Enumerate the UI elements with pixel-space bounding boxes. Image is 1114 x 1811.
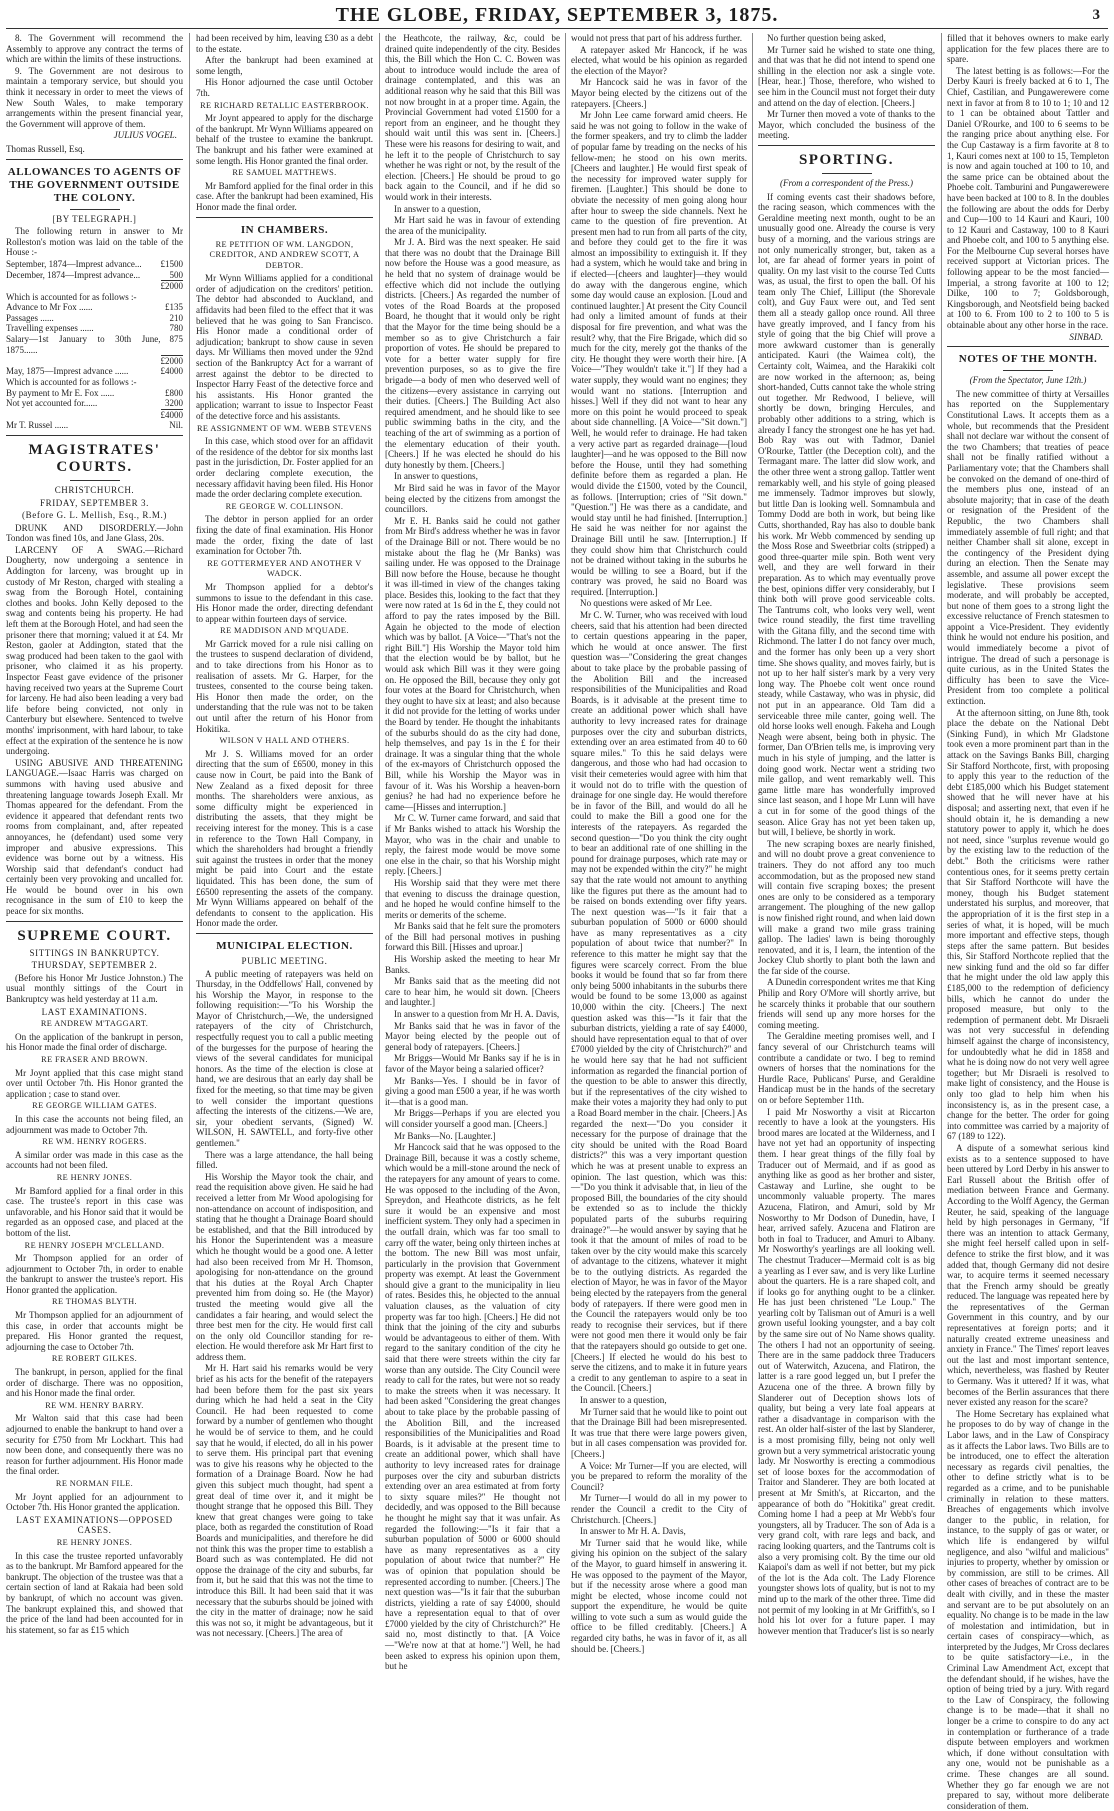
case-title: RE HENRY JONES. (56, 1172, 133, 1182)
table-cell: Travelling expenses ...... (6, 323, 94, 334)
table-cell: £135 (165, 302, 183, 313)
table-cell: Not yet accounted for...... (6, 398, 98, 409)
table-cell: £1500 (160, 258, 183, 269)
table-row (6, 409, 183, 420)
article-paragraph: Mr J. A. Bird was the next speaker. He said that there was no doubt that the Drainage Bill now before the House was a good measure, as he held that no system of drainage would be effective which did not include the outlying districts. [Cheers.] As regarded the number of votes of the Road Boards at the proposed Board, he thought that it would only be right that the Mayor for the time being should be a member so as to give Christchurch a fair proportion of votes. He should be prepared to vote for a better water supply for fire prevention purposes, so as to give the fire brigade—a body of men who deserved well of the citizens—every assistance in carrying out their duties. [Cheers.] The Building Act also required amendment, and he should like to see public swimming baths in the city, and the teaching of the art of swimming as a portion of the elementary education of their youth. [Cheers.] If he was elected he should do his duty honestly by them. [Cheers.] (385, 237, 560, 470)
table-cell: 3200 (165, 398, 183, 409)
case-title: RE ASSIGNMENT OF WM. WEBB STEVENS (196, 423, 372, 433)
section-rule (196, 933, 373, 934)
place-heading: CHRISTCHURCH. (54, 484, 135, 495)
table-cell: By payment to Mr E. Fox ...... (6, 387, 115, 398)
article-paragraph: Mr Joynt applied for an adjournment to October 7th. His Honor granted the application. (6, 1491, 183, 1513)
subheading: LAST EXAMINATIONS—OPPOSED CASES. (16, 1514, 173, 1536)
magistrates-headline: MAGISTRATES' COURTS. (28, 441, 161, 475)
article-paragraph: At the afternoon sitting, on June 8th, took place the debate on the National Debt (Sinking Fund), in which Mr Gladstone took even a more prominent part than in the attack on the Savings Banks Bill, charging Sir Stafford Northcote, first, with proposing to apply this year to the reduction of the debt £185,000 which his Budget statement showed that he will never have at his disposal; and asserting next, that even if he should obtain it, he is demanding a new statutory power to apply it, which he does not need, since "surplus revenue would go by the existing law to the reduction of the debt." Both the criticisms were rather contentious ones, for it seems pretty certain that Sir Stafford Northcote will have the money, though his Budget statement understated his surplus, and moreover, that the appropriation of it is the first step in a series of what, it is hoped, will be much more important and effective steps, though steps after the same pattern. But besides this, Sir Stafford Northcote replied that the new sinking fund and the old so far differ that he might under the old law apply this £185,000 to the redemption of deficiency bills, which he cannot do under the proposed measure, but only to the redemption of permanent debt. Mr Disraeli was not very successful in defending himself against the charge of inconsistency, for undoubtedly what he did in 1858 and what he is doing now do not very well agree together; but Mr Disraeli is resolved to make light of consistency, and the House is only too glad to help him when his inconsistency is, as in the present case, a change for the better. The order for going into committee was carried by a majority of 67 (189 to 122). (947, 707, 1109, 1142)
table-row (6, 270, 183, 281)
article-paragraph: There was a large attendance, the hall being filled. (196, 1149, 373, 1171)
short-rule (822, 173, 872, 174)
sporting-headline: SPORTING. (798, 151, 895, 168)
short-rule (1003, 370, 1053, 371)
article-paragraph: Mr Briggs—Perhaps if you are elected you will consider yourself a good man. [Cheers.] (385, 1108, 560, 1129)
case-title: RE ROBERT GILKES. (51, 1354, 138, 1364)
section-rule (6, 159, 183, 160)
article-paragraph: Mr Banks said that he was in favor of the Mayor being elected by the people out of general body of ratepayers. [Cheers.] (385, 1020, 560, 1052)
case-title: RE RICHARD RETALLIC EASTERBROOK. (200, 100, 369, 110)
article-paragraph: Mr Turner—I would do all in my power to render the Council a credit to the City of Christchurch. [Cheers.] (571, 1493, 747, 1525)
notes-of-month-headline: NOTES OF THE MONTH. (958, 353, 1098, 366)
article-paragraph: A dispute of a somewhat serious kind exists as to a sentence supposed to have been uttered by Lord Derby in his answer to Earl Russell about the British offer of mediation between France and Germany. According to the Wolff Agency, the German Reuter, he said, speaking of the language held by high personages in Germany, "If there was an intention to attack Germany, she might feel herself called upon in self-defence to strike the first blow, and it was added that, though Germany did not desire war, to acquire terms it seemed necessary that the French army should be greatly reduced. The language was repeated here by the representatives of the German Government in this country, and by our representatives at foreign ports; and it naturally created extreme uneasiness and anxiety in France." The Times' report leaves out the last and most important sentence, which, nevertheless, was flashed by Reuter to Germany. Was it uttered? If it was, what becomes of the Berlin assurances that there never existed any reason for the scare? (947, 1142, 1109, 1408)
masthead-rule (6, 28, 1108, 29)
table-row (6, 334, 183, 355)
article-paragraph: In answer to a question, (394, 203, 481, 214)
article-paragraph: USING ABUSIVE AND THREATENING LANGUAGE.—Isaac Harris was charged on summons with having used abusive and threatening language towards Joseph Exall. Mr Thomas appeared for the defendant. From the evidence it appeared that defendant rents two rooms from complainant, and, after repeated annoyances, he (defendant) used some very improper and abusive expressions. This evidence was borne out by a witness. His Worship said that defendant's conduct had certainly been very provoking and uncalled for. He would be bound over in his own recognisance in the sum of £10 to keep the peace for six months. (6, 757, 183, 917)
article-paragraph: DRUNK AND DISORDERLY.—John Tondon was fined 10s, and Jane Glass, 20s. (6, 522, 183, 544)
article-paragraph: Mr John Lee came forward amid cheers. He said he was not going to follow in the wake of the former speakers, and try to climb the ladder of popular fame by treading on the necks of his fellow-men; he stood on his own merits. [Cheers and laughter.] He would first speak of the necessity for improved water supply for firemen. [Laughter.] This should be done to obviate the necessity of men going along hour after hour to sweep the side channels. Next he came to the question of fire prevention. At present men had to run from all parts of the city, and before they could get to the fire it was almost an impossibility to extinguish it. If they had a system, which he would take and bring in if elected—[cheers and laughter]—they would do away with the dangerous engine, which some day would cause an explosion. [Loud and continued laughter.] At present the City Council had only a limited amount of funds at their disposal for fire prevention, and what was the result? why, that the Fire Brigade, which did so much for the city, merely got the thanks of the city. He thought they were worth their hire. [A Voice—"They wouldn't take it."] If they had a water supply, they would want no engines; they would want no stations. [Interruption and hisses.] Well if they did not want to hear any more on this point he would proceed to speak about side channelling. [A Voice—"Sit down."] Well, he would refer to drainage. He had taken a very active part as regarded drainage—[loud laughter]—and he was opposed to the Bill now before the House, until they had something definite before them as regarded a plan. He would divide the £1500, voted by the Council, as follows. [Interruption; cries of "Sit down." "Question."] He was there as a candidate, and would stay until he had finished. [Interruption.] He said he was neither for nor against the Drainage Bill until he saw. [Interruption.] If they could show him that Christchurch could not be drained without taking in the suburbs he would be willing to see a Board, but if the contrary was proved, he said no Board was required. [Interruption.] (571, 110, 747, 597)
article-paragraph: In this case, which stood over for an affidavit of the residence of the debtor for six months last past in the jurisdiction, Dr. Foster applied for an order declaring complete execution, the necessary affidavit having been filed. His Honor made the order declaring complete execution. (196, 436, 373, 500)
article-paragraph: His Worship the Mayor took the chair, and read the requisition above given. He said he had received a letter from Mr Wood apologising for non-attendance on account of indisposition, and stating that he thought a Drainage Board should be established, and that the Bill introduced by his Honor the Superintendent was a measure which he thought would be a good one. A letter had also been received from Mr H. Thomson, apologising for non-attendance on the ground that his duties at the Royal Arch Chapter prevented him from doing so. He (the Mayor) trusted the meeting would give all the candidates a fair hearing, and would select the three best men for the city. He would first call on the only old Councillor standing for re-election. He would therefore ask Mr Hart first to address them. (196, 1171, 373, 1362)
article-paragraph: (Before his Honor Mr Justice Johnston.) The usual monthly sittings of the Court in Bankruptcy was held yesterday at 11 a.m. (6, 972, 183, 1005)
source-note: (From a correspondent of the Press.) (780, 177, 913, 188)
article-paragraph: The bankrupt, in person, applied for the final order of discharge. There was no opposition, and his Honor made the final order. (6, 1367, 183, 1399)
article-paragraph: The following return in answer to Mr Rolleston's motion was laid on the table of the House :- (6, 226, 183, 258)
article-paragraph: No questions were asked of Mr Lee. (580, 598, 713, 609)
article-paragraph: His Worship asked the meeting to hear Mr Banks. (385, 954, 560, 975)
page-number: 3 (1092, 7, 1100, 23)
allowances-headline: ALLOWANCES TO AGENTS OF THE GOVERNMENT OUTSIDE THE COLONY. (7, 165, 182, 204)
column-2 (196, 33, 373, 1639)
section-rule (6, 921, 183, 922)
article-paragraph: Mr Wynn Williams applied for a conditional order of adjudication on the creditors' petition. The debtor had absconded to Auckland, and affidavits had been filed to the effect that it was believed that he was going to San Francisco. His Honor made a conditional order of adjudication; bankrupt to show cause in seven days. Mr Williams then moved under the 92nd section of the Bankruptcy Act for a warrant of arrest against the debtor to be directed to Inspector Harry Feast of the detective force and his assistants. His Honor granted the application; warrant to issue to Inspector Feast of the detective force and his assistants. (196, 273, 373, 421)
article-paragraph: Mr Banks—No. [Laughter.] (394, 1130, 496, 1141)
article-paragraph: Mr Hancock said he was in favor of the Mayor being elected by the citizens out of the ratepayers. [Cheers.] (571, 77, 747, 109)
subheading: PUBLIC MEETING. (241, 955, 328, 966)
imprest-table (6, 259, 183, 431)
table-row (6, 313, 183, 324)
table-total: £4000 (160, 409, 183, 420)
article-paragraph: Mr Bamford applied for a final order in this case. The trustee's report in this case was unfavorable, and his Honor said that it would be regarded as an opposed case, and placed at the bottom of the list. (6, 1185, 183, 1238)
article-paragraph: Mr Thompson applied for an order of adjournment to October 7th, in order to enable the bankrupt to answer the trustee's report. His Honor granted the application. (6, 1253, 183, 1295)
case-title: RE MADDISON AND M'QUADE. (220, 626, 349, 636)
article-paragraph: Mr Thompson applied for an adjournment of this case, in order that accounts might be prepared. His Honor granted the request, adjourning the case to October 7th. (6, 1310, 183, 1352)
table-row (6, 259, 183, 270)
table-cell: 875 (169, 334, 183, 345)
supreme-court-headline: SUPREME COURT. (17, 927, 172, 944)
table-row (6, 366, 183, 377)
article-paragraph: In this case the accounts not being filed, an adjournment was made to October 7th. (6, 1113, 183, 1135)
table-cell: Which is accounted for as follows :- (6, 291, 137, 302)
case-title: RE NORMAN FILE. (55, 1478, 134, 1488)
column-divider (941, 33, 942, 1501)
section-rule (196, 217, 373, 218)
article-paragraph: A Voice: Mr Turner—If you are elected, will you be prepared to reform the morality of the Council? (571, 1460, 747, 1492)
article-paragraph: Mr Hart said he was in favour of extending the area of the municipality. (385, 215, 560, 236)
column-divider (379, 33, 380, 1501)
case-title: RE FRASER AND BROWN. (41, 1055, 148, 1064)
article-paragraph: A public meeting of ratepayers was held on Thursday, in the Oddfellows' Hall, convened by his Worship the Mayor, in response to the following requisition:—"To his Worship the Mayor of Christchurch,—We, the undersigned ratepayers of the city of Christchurch, respectfully request you to call a public meeting of the burgesses for the purpose of hearing the views of the several candidates for municipal honors. As the time of the election is close at hand, we are desirous that an early day shall be fixed for the meeting, so that time may be given to well consider the important questions affecting the interests of the citizens.—We are, sir, your obedient servants, (Signed) W. WILSON, H. SAWTELL, and forty-five other gentlemen." (196, 968, 373, 1148)
table-row (6, 355, 183, 366)
table-cell: December, 1874—Imprest advance... (6, 269, 141, 280)
case-title: RE PETITION OF WM. LANGDON, CREDITOR, AND ANDREW SCOTT, A DEBTOR. (209, 239, 360, 270)
column-1 (6, 33, 183, 1635)
case-title: RE WM. HENRY BARRY. (45, 1400, 144, 1410)
table-cell: Salary—1st January to 30th June, 1875...... (6, 334, 161, 355)
table-total: £2000 (160, 355, 183, 366)
column-4 (571, 33, 747, 1654)
article-paragraph: The Home Secretary has explained what he proposes to do by way of change in the Labor laws, and in the Law of Conspiracy as it affects the Labor laws. Two Bills are to be introduced, one to effect the alteration necessary as regards civil penalties, the other to define strictly what is to be regarded as a crime, and to be punishable criminally in relation to these matters. Breaches of engagements which involve danger to the public, in relation, for instance, to the supply of gas or water, or which life is endangered by wilful negligence, and also "wilful and malicious" injuries to property, whether by omission or by commission, are still to be crimes. All other cases of breaches of contract are to be dealt with civilly, and in these the master and servant are to be put absolutely on an equality. No change is to be made in the law of molestation and intimidation, but in certain cases of conspiracy—which, as interpreted by the Judges, Mr Cross declares to be quite satisfactory—i.e., in the Criminal Law Amendment Act, except that the defendant should, if he wishes, have the option of being tried by a jury. With regard to the Law of Conspiracy, the following change is to be made—that it shall no longer be a crime to conspire to do any act in contemplation or furtherance of a trade dispute between employers and workmen which, if done without consultation with any one, would not be punishable as a crime. These changes are all sound. Whether they go far enough we are not prepared to say, without more deliberate consideration of them. (947, 1408, 1109, 1811)
article-paragraph: Mr Garrick moved for a rule nisi calling on the trustees to suspend declaration of dividend, and to take directions from his Honor as to realisation of assets. Mr G. Harper, for the trustees, consented to the course being taken. His Honor then made the order, on the understanding that the rule was not to be taken out until after the return of his Honor from Hokitika. (196, 638, 373, 734)
table-cell: Mr T. Russel ...... (6, 420, 69, 431)
case-title: RE GOTTERMEYER AND ANOTHER V WADCK. (207, 558, 362, 579)
table-cell: Passages ...... (6, 312, 54, 323)
article-paragraph: In answer to a question from Mr H. A. Davis, (394, 1009, 560, 1020)
case-title: RE GEORGE WILLIAM GATES. (32, 1101, 157, 1111)
article-paragraph: Mr H. Hart said his remarks would be very brief as his acts for the benefit of the ratepayers had been before them for the past six years during which he had held a seat in the City Council. He had been requested to come forward by a number of gentlemen who thought he would be of service to them, and he could say that he would, if elected, do all in his power to serve them. His principal part that evening was to give his reasons why he objected to the formation of a Drainage Board. Now he had given this subject much thought, had spent a great deal of time over it, and it might be thought strange that he opposed this Bill. They knew that great changes were going to take place, both as regarded the constitution of Road Boards and municipalities, and therefore he did not think this was the proper time to establish a Board such as was contemplated. He did not oppose the drainage of the city and suburbs, far from it, but he said that this was not the time to introduce this Bill. It had been said that it was necessary that the suburbs should be joined with the city in the matter of drainage; now he said this was not so, it might be advantageous, but it was not necessary. [Cheers.] The area of (196, 1363, 373, 1639)
article-paragraph: Mr Banks said that as the meeting did not care to hear him, he would sit down. [Cheers and laughter.] (385, 976, 560, 1008)
column-divider (565, 33, 566, 1501)
short-rule (70, 480, 120, 481)
section-rule (6, 435, 183, 436)
table-cell: Nil. (169, 420, 183, 431)
column-divider (189, 33, 190, 1501)
table-cell: 210 (169, 312, 183, 323)
article-paragraph: Mr Thompson applied for a debtor's summons to issue to the defendant in this case. His Honor made the order, directing defendant to appear within fourteen days of service. (196, 581, 373, 624)
article-paragraph: If coming events cast their shadows before, the racing season, which commences with the Geraldine meeting next month, ought to be an unusually good one. Already the course is very busy of a morning, and the various strings are not only numerically stronger, but, taken as a lot, are far ahead of former years in point of quality. On my last visit to the course Ted Cutts was, as usual, the first to open the ball. Of his team only The Chief, Lilliput (the Shorevale colt), and Guy Faux were out, and Ted sent them all a steady gallop once round. All three have greatly improved, and I fancy from his style of going that the big Chief will prove a more awkward customer than is generally anticipated. Kauri (the Waimea colt), the Certainty colt, Waimea, and the Harakiki colt are now worked in the afternoon; as, being short-handed, Cutts cannot take the whole string out together. Mr Redwood, I believe, will shortly be down, bringing Hercules, and probably other additions to a string, which is already I fancy the strongest one he has yet had. Bob Ray was out with Tadmor, Daniel O'Rourke, Tattler (the Deception colt), and the Termagant mare. The latter did slow work, and the other three went a strong gallop. Tattler went remarkably well, and his style of going pleased me immensely. Tadmor improves but slowly, but little Dan is looking well. Somnambula and Tommy Dodd are both in work, but being like Cutts, shorthanded, Ray has also to double bank his work. Mr Webb commenced by sending up the Moss Rose and Sweetbriar colts (stripped) a good three-quarter mile spin. Both went very well, and they are well forward in their preparation. As to which may eventually prove the best, opinions differ very considerably, but I think both will prove good serviceable colts. The Tantrums colt, who looks very well, went twice round steadily, the first time travelling with the Gitana filly, and the second time with Richmond. The latter I do not fancy over much, and the former has only been up a very short time. She shows quality, and moves fairly, but is not up to her half sister's mark by a very very long way. The Phoebe colt went once round steady, while Castaway, who was in physic, did not put in an appearance. Old Tam did a serviceable three mile canter, going well. The old horse looks well enough. Fakeha and Lough Neagh were absent, being both in physic. The former, Dan O'Brien tells me, is improving very much in his style of jumping, and the latter is doing good work. Nectar went a striding two mile gallop, and went remarkably well. This game little mare has wonderfully improved since last season, and I hope Mr Lunn will have a cut in for some of the good things of the season. Alice Gray has not yet been taken up, but will, I believe, be shortly in work. (758, 191, 935, 838)
column-5 (758, 33, 935, 1636)
article-paragraph: Mr Banks said that he felt sure the promoters of the Bill had personal motives in pushing forward this Bill. [Hisses and uproar.] (385, 921, 560, 953)
article-paragraph: In answer to questions, (394, 471, 478, 482)
article-paragraph: Mr Banks—Yes. I should be in favor of giving a good man £500 a year, if he was worth it—that is a good man. (385, 1075, 560, 1107)
article-paragraph: Mr Turner said that he would like, while giving his opinion on the subject of the salary of the Mayor, to guard himself in answering it. He was opposed to the payment of the Mayor, but if the necessity arose where a good man might be elected, whose income could not support the expenditure, he would be quite willing to vote such a sum as would guide the office to be filled creditably. [Cheers.] A regarded city baths, he was in favor of it, as all should be. [Cheers.] (571, 1537, 747, 1654)
table-row (6, 388, 183, 399)
table-cell: May, 1875—Imprest advance ...... (6, 366, 129, 377)
signature: SINBAD. (1069, 331, 1103, 342)
article-paragraph: Mr Walton said that this case had been adjourned to enable the bankrupt to hand over a security for £750 from Mr Lockhart. This had now been done, and consequently there was no reason for further adjournment. His Honor made the final order. (6, 1413, 183, 1477)
article-paragraph: Mr Turner said he wished to state one thing, and that was that he did not intend to spend one shilling in the election nor ask a single vote. [Hear, hear.] Those, therefore, who wished to see him in the Council must not forget their duty and attend on the day of election. [Cheers.] (758, 44, 935, 108)
table-row (6, 398, 183, 409)
article-paragraph: The new scraping boxes are nearly finished, and will no doubt prove a great convenience to trainers. They do not afford any too much accommodation, but as the proposed new stand will contain five scraping boxes; the present ones are only to be considered as a temporary arrangement. The ploughing of the new gallop is now finished right round, and when laid down will make a grand two mile grass training gallop. The ladies' lawn is being thoroughly renovated, and it is, I learn, the intention of the Jockey Club shortly to plant both the lawn and the far side of the course. (758, 838, 935, 976)
case-title: RE WM. HENRY ROGERS. (42, 1137, 147, 1147)
article-paragraph: 8. The Government will recommend the Assembly to approve any contract the terms of which are within the limits of these instructions. (6, 33, 183, 65)
chambers-headline: IN CHAMBERS. (240, 223, 329, 236)
municipal-election-headline: MUNICIPAL ELECTION. (216, 939, 353, 952)
table-cell: 780 (169, 323, 183, 334)
article-paragraph: filled that it behoves owners to make early application for the few places there are to spare. (947, 33, 1109, 65)
article-paragraph: On the application of the bankrupt in person, his Honor made the final order of discharge. (6, 1031, 183, 1053)
table-cell: Advance to Mr Fox ...... (6, 302, 93, 313)
newspaper-title: THE GLOBE, FRIDAY, SEPTEMBER 3, 1875. (335, 4, 779, 26)
article-paragraph: 9. The Government are not desirous to maintain a temporary service, but should you think it necessary in order to meet the views of New South Wales, to make temporary arrangements within the present financial year, the Government will approve of them. (6, 65, 183, 129)
column-3 (385, 33, 560, 1672)
article-paragraph: I paid Mr Nosworthy a visit at Riccarton recently to have a look at the youngsters. His brood mares are located at the Wilderness, and I have not yet had an opportunity of inspecting them. I hear great things of the filly foal by Traducer out of Mermaid, and if as good as anything like as good as her brother and sister, Castaway and Lurline, she ought to be uncommonly valuable property. The mares Azucena, Flatiron, and Amuri, sold by Mr Nosworthy to Mr Dodson of Dunedin, have, I hear, arrived safely. Azucena and Flatiron are both in foal to Traducer, and Amuri to Albany. Mr Nosworthy's yearlings are all looking well. The chestnut Traducer—Mermaid colt is as big a yearling as I ever saw, and is very like Lurline about the quarters. He is a rare shaped colt, and if looks go for anything ought to be a clinker. He has just been christened "Le Loup." The yearling colt by Talisman out of Amuri is a well grown useful looking youngster, and a bay colt by the same sire out of No Name shows quality. The others I had not an opportunity of seeing. There are in the same paddock three Traducers out of Waterwitch, Azucena, and Flatiron, the latter is a rare good legged un, but I prefer the Azucena one of the three. A brown filly by Slanderer out of Deception shows lots of quality, but being a very late foal appears at rather a disadvantage in comparison with the rest. An older half-sister of the last by Slanderer, is a most promising filly, being not only well grown but a very symmetrical aristocratic young lady. Mr Nosworthy is erecting a commodious set of loose boxes for the accommodation of Traitor and Slanderer. They are both located at present at Mr Smith's, at Riccarton, and the appearance of both do "Hokitika" great credit. Coming home I had a peep at Mr Webb's four youngsters, all by Traducer. The son of Ada is a very grand colt, with rare legs and back, and racing looking quarters, and the Tantrums colt is also a very promising colt. By the time our old Kaiapoi's dam as well if not better, but my pick of the lot is the Ada colt. The Lady Florence youngster shows lots of quality, but is not to my mind up to the mark of the other three. Time did not permit of my looking in at Mr Griffith's, so I hold his lot over for a future paper. I may however mention that Traducer's list is so nearly (758, 1106, 935, 1636)
table-total: £2000 (160, 281, 183, 292)
case-title: RE GEORGE W. COLLINSON. (225, 501, 344, 511)
source-note: (From the Spectator, June 12th.) (969, 375, 1087, 386)
table-cell: £800 (165, 387, 183, 398)
article-paragraph: His Honor adjourned the case until October 7th. (196, 77, 373, 98)
article-paragraph: The latest betting is as follows:—For the Derby Kauri is freely backed at 6 to 1, The Chief, Castilian, and Pungawerewere come next in favor at from 8 to 10 to 1; 10 and 12 to 1 can be obtained about Tattler and Daniel O'Rourke, and 100 to 6 seems to be the ranging price about anything else. For the Cup Castaway is a firm favorite at 8 to 1, Kauri comes next at 100 to 15, Templeton is now and again touched at 100 to 10, and the same price can be obtained about the Phoebe colt. Tamburini and Pungawerewere have been backed at 100 to 8. In the doubles the following are about the odds for Derby and Cup—100 to 14 Kauri and Kauri, 100 to 12 Kauri and Castaway, 100 to 8 Kauri and Phoebe colt, and 100 to 5 anything else. For the Melbourne Cup several horses have received support at Victorian prices. The following appear to be the most fancied—Imperial, a strong favorite at 100 to 12; Dilke, 100 to 7; Goldsborough, Kingsborough, and Neotsfield being backed at 100 to 6. From 100 to 2 to 100 to 5 is obtainable about any other horse in the race. (947, 65, 1109, 331)
byline: [BY TELEGRAPH.] (52, 213, 137, 224)
article-paragraph: The debtor in person applied for an order fixing the date of final examination. His Honor made the order, fixing the date of last examination for October 7th. (196, 514, 373, 557)
case-title: RE ANDREW M'TAGGART. (40, 1019, 149, 1029)
table-row (6, 420, 183, 431)
article-paragraph: A Dunedin correspondent writes me that King Philip and Rory O'More will shortly arrive, but he scarcely thinks it probable that our southern friends will send up any more horses for the coming meeting. (758, 977, 935, 1030)
short-rule (70, 209, 120, 210)
case-title: RE HENRY JOSEPH M'CLELLAND. (24, 1240, 165, 1250)
date-heading: THURSDAY, SEPTEMBER 2. (31, 960, 158, 971)
case-title: RE THOMAS BLYTH. (52, 1297, 137, 1307)
article-paragraph: Mr J. S. Williams moved for an order directing that the sum of £6500, money in this cause now in Court, be paid into the Bank of New Zealand as a fixed deposit for three months. The shareholders were anxious, as some difficulty might be experienced in distributing the assets, that they might be receiving interest for the money. This is a case in reference to the Town Hall Company, in which the shareholders had brought a friendly suit against the trustees in order that the money might be paid into Court and the estate liquidated. This has been done, the sum of £6500 representing the assets of the company. Mr Wynn Williams appeared on behalf of the defendants to consent to the application. His Honor made the order. (196, 748, 373, 929)
table-row (6, 377, 183, 388)
signature: JULIUS VOGEL. (113, 130, 177, 141)
article-paragraph: A similar order was made in this case as the accounts had not been filed. (6, 1149, 183, 1171)
article-paragraph: Mr E. H. Banks said he could not gather from Mr Bird's address whether he was in favor of the Drainage Bill or not. There would be no mistake about the flag he (Mr Banks) was sailing under. He was opposed to the Drainage Bill now before the House, because he thought it was ill-timed in view of the changes taking place. Besides this, looking to the fact that they were now rated at 1s 6d in the £, they could not afford to pay the rates imposed by the Bill. Again he objected to the mode of election which was by ballot. [A Voice—"That's not the right Bill."] His Worship the Mayor told him that the election would be by ballot, but he would ask which Bill was it they were going on. He opposed the Bill, because they only got four votes at the Board for Christchurch, when they ought to have six at least; and also because it did not provide for the letting of works under the Board by tender. He thought the inhabitants of the suburbs should do as the city had done, help themselves, and pay 1s in the £ for their drainage. It was a singular thing that the whole of the ex-mayors of Christchurch opposed the Bill, while his Worship the Mayor was in favour of it. Was his Worship a heaven-born genius? he had had no experience before he came—[Hisses and interruption.] (385, 515, 560, 812)
column-6 (947, 33, 1109, 1811)
article-paragraph: In this case the trustee reported unfavorably as to the bankrupt. Mr Bamford appeared for the bankrupt. The objection of the trustee was that a certain section of land at Rakaia had been sold by bankrupt, of which no account was given. The bankrupt explained this, and showed that the price of the land had been accounted for in his statement, so far as £15 which (6, 1550, 183, 1635)
article-paragraph: In answer to Mr H. A. Davis, (580, 1526, 686, 1537)
table-row (6, 302, 183, 313)
masthead (0, 0, 1114, 30)
table-cell: £4000 (160, 366, 183, 377)
subheading: SITTINGS IN BANKRUPTCY. (29, 947, 160, 958)
article-paragraph: the Heathcote, the railway, &c, could be drained quite independently of the city. Besides this, the Bill which the Hon C. C. Bowen was about to introduce would include the area of drainage contemplated, and this was an additional reason why he said that this Bill was not now brought in at a proper time. Again, the Provincial Government had voted £1500 for a report from an engineer, and he thought they should wait until this was sent in. [Cheers.] These were his reasons for desiring to wait, and he left it to the people of Christchurch to say whether he was right or not, by the result of the election. [Cheers.] He should be proud to go back again to the Council, and if he did so would work in their interests. (385, 33, 560, 202)
article-paragraph: Mr Turner said that he would like to point out that the Drainage Bill had been misrepresented. It was true that there were large powers given, but in all cases compensation was provided for. [Cheers.] (571, 1406, 747, 1459)
article-paragraph: In answer to a question, (580, 1395, 667, 1405)
article-paragraph: The new committee of thirty at Versailles has reported on the Supplementary Constitutional Laws. It accepts them as a whole, but recommends that the President shall not declare war without the consent of the two Chambers; that treaties of peace shall not be finally ratified without a Parliamentary vote; that the Chambers shall be convoked on the demand of one-third of the members plus one, instead of an absolute majority; that in case of the death or resignation of the President of the Republic, the two Chambers shall immediately assemble of full right; and that neither Chamber shall sit alone, except in the contingency of the President dying during an election. Then the Senate may assemble, and assume all power except the legislative. These provisions seem moderate, and will probably be accepted, but none of them goes to a strong light the excessive reluctance of French statesmen to appoint a Vice-President. They evidently think he would not endure his position, and would immediately become a pivot of intrigue. The dread of such a personage is quite curious, as in the United States the difficulty has been to save the Vice-President from too complete a political extinction. (947, 388, 1109, 707)
article-paragraph: would not press that part of his address further. (571, 33, 742, 43)
article-paragraph: Mr Bamford applied for the final order in this case. After the bankrupt had been examined, His Honor made the final order. (196, 180, 373, 212)
article-paragraph: Mr Turner then moved a vote of thanks to the Mayor, which concluded the business of the meeting. (758, 109, 935, 141)
article-paragraph: Mr C. W. Turner, who was received with loud cheers, said that his attention had been directed to certain questions appearing in the paper, which he would at once answer. The first question was—"Considering the great changes about to take place by the probable passing of the Abolition Bill and the increased responsibilities of the Municipalities and Road Boards, is it advisable at the present time to create an additional power which shall have authority to levy increased rates for drainage purposes over the city and suburban districts, extending over an area estimated from 40 to 60 square miles." To this he said delays were dangerous, and those who had had occasion to visit their cemeteries would agree with him that it would not do to trifle with the question of drainage for one single day. He would therefore be in favor of the Bill, and would do all he could to make the Bill a good one for the interests of the ratepayers. As regarded the second question—"Do you think the city ought to bear an additional rate of one shilling in the pound for drainage purposes, which rate may or may not be expended within the city?" he might say that the rate would not amount to anything like the figures put there as the amount had to be raised on bonds extending over fifty years. The next question was—"Is it fair that a suburban population of 5000 or 6000 should have as many representatives as a city population of about twice that number?" In reference to this matter he might say that the figures were scarcely correct. From the blue books it would be found that so far from there only being 5000 inhabitants in the suburbs there would be found to be some 13,000 as against 10,000 within the city. [Cheers.] The next question asked was this—"Is it fair that the suburban districts, yielding a rate of say £4000, should have representation equal to that of over £7000 yielded by the city of Christchurch?" and he would here say that he had not sufficient information as regarded the financial portion of the question to be able to answer this directly, but if the representatives of the city wished to make their votes a majority they had only to put a Road Board member in the chair. [Cheers.] As regarded the next—"Do you consider it necessary for the purpose of drainage that the city should be united with the Road Board districts?" this was a very important question which he was at present unable to express an opinion. The last question, which was this:—"Do you think it advisable that, in lieu of the proposed Bill, the boundaries of the city should be extended so as to include the thickly populated parts of the suburbs requiring drainage?"—he would answer by saying that he took it that the amount of miles of road to be taken over by the city would make this scarcely of advantage to the citizens, whatever it might be to the outlying districts. As regarded the election of Mayor, he was in favor of the Mayor being elected by the ratepayers from the general body of ratepayers. If there were good men in the Council the ratepayers would only be too ready to recognise their services, but if there were not good men there it would only be fair that the ratepayers should go outside to get one. [Cheers.] If elected he would do his best to serve the citizens, and to make it in future years a credit to any gentleman to aspire to a seat in the Council. [Cheers.] (571, 610, 747, 1394)
article-paragraph: Mr Joynt applied that this case might stand over until October 7th. His Honor granted the application ; case to stand over. (6, 1067, 183, 1099)
table-row (6, 323, 183, 334)
subheading: LAST EXAMINATIONS. (41, 1006, 148, 1017)
section-rule (758, 145, 935, 146)
article-paragraph: Mr Bird said he was in favor of the Mayor being elected by the citizens from amongst the councillors. (385, 482, 560, 515)
column-divider (752, 33, 753, 1501)
table-row (6, 281, 183, 292)
article-paragraph: Mr Hancock said that he was opposed to the Drainage Bill, because it was a costly scheme, which would be a mill-stone around the neck of the ratepayers for any amount of years to come. He was opposed to the including of the Avon, Spreydon, and Heathcote districts, as he felt sure it would be an expensive and most inefficient system. They only had a specimen in the outfall drain, which was far too small to carry off the water, being only thirteen inches at the bottom. The new Bill was most unfair, particularly in the provision that Government property was exempt. At least the Government should give a grant to the municipality in lieu of rates. Besides this, he objected to the annual valuation clauses, as the valuation of city property was far too high. [Cheers.] He did not think that the joining of the city and suburbs would be advantageous to either of them. With regard to the sanitary condition of the city he said that there were streets within the city far worse than any outside. The City Council were ready to call for the rates, but were not so ready to make the streets when it was necessary. It had been asked "Considering the great changes about to take place by the probable passing of the Abolition Bill, and the increased responsibilities of the Municipalities and Road Boards, is it advisable at the present time to create an additional power, which shall have authority to levy increased rates for drainage purposes over the city and suburban districts extending over an area estimated at from forty to sixty square miles?" He thought not decidedly, and was opposed to the Bill because he thought he might say that it was unfair. As regarded the following:—"Is it fair that a suburban population of 5000 or 6000 should have as many representatives as a city population of about twice that number?" He was of opinion that population should be represented according to number. [Cheers.] The next question was—"Is it fair that the suburban districts, yielding a rate of say £4000, should have a representation equal to that of over £7000 yielded by the city of Christchurch?" He said no, most distinctly to that. [A Voice—"We're now at that at home."] Well, he had been asked to express his opinion upon them, but he (385, 1142, 560, 1672)
case-title: WILSON V HALL AND OTHERS. (219, 736, 350, 746)
article-paragraph: A ratepayer asked Mr Hancock, if he was elected, what would be his opinion as regarded the election of the Mayor? (571, 44, 747, 76)
article-paragraph: His Worship said that they were met there that evening to discuss the drainage question, and he hoped he would confine himself to the merits or demerits of the scheme. (385, 877, 560, 920)
addressee: Thomas Russell, Esq. (6, 143, 85, 154)
table-row (6, 292, 183, 303)
table-cell: September, 1874—Imprest advance... (6, 258, 142, 269)
article-paragraph: Mr Briggs—Would Mr Banks say if he is in favor of the Mayor being a salaried officer? (385, 1053, 560, 1074)
date-heading: FRIDAY, SEPTEMBER 3. (39, 497, 150, 508)
article-paragraph: The Geraldine meeting promises well, and I fancy several of our Christchurch teams will contribute a candidate or two. I beg to remind owners of horses that the nominations for the Hurdle Race, Publicans' Purse, and Geraldine Handicap must be in the hands of the secretary on or before September 11th. (758, 1031, 935, 1105)
article-paragraph: had been received by him, leaving £30 as a debt to the estate. (196, 33, 373, 54)
table-cell: 500 (169, 269, 183, 280)
article-paragraph: Mr C. W. Turner came forward, and said that if Mr Banks wished to attack his Worship the Mayor, who was in the chair and unable to reply, the fairest mode would be move some one else in the chair, so that his Worship might reply. [Cheers.] (385, 813, 560, 877)
table-cell (161, 377, 184, 388)
article-paragraph: LARCENY OF A SWAG.—Richard Dougherty, now undergoing a sentence in Addington for larceny, was brought up in custody of Mr Reston, charged with stealing a swag from the Borough Hotel, containing clothes and books. John Kelly deposed to the swag and contents being his property. He had left them at the Borough Hotel, and had seen the prisoner there that morning; valued it at £4. Mr Reston, gaoler at Addington, stated that the swag produced had been taken to the gaol with prisoner, who claimed it as his property. Inspector Feast gave evidence of the prisoner having received two years at the Supreme Court for larceny. He had also been leading a very bad life before being convicted, not only in Canterbury but elsewhere. Sentenced to twelve months' imprisonment, with hard labour, to take effect at the expiration of the sentence he is now undergoing. (6, 544, 183, 757)
article-paragraph: No further question being asked, (767, 33, 886, 43)
bench-note: (Before G. L. Mellish, Esq., R.M.) (22, 510, 167, 521)
article-paragraph: After the bankrupt had been examined at some length, (196, 55, 373, 76)
table-cell: Which is accounted for as follows :- (6, 376, 137, 387)
case-title: RE HENRY JONES. (56, 1537, 133, 1547)
article-paragraph: Mr Joynt appeared to apply for the discharge of the bankrupt. Mr Wynn Williams appeared on behalf of the trustee to examine the bankrupt. The bankrupt and his father were examined at some length. His Honor granted the final order. (196, 113, 373, 166)
section-rule (947, 346, 1109, 347)
case-title: RE SAMUEL MATTHEWS. (232, 168, 337, 178)
